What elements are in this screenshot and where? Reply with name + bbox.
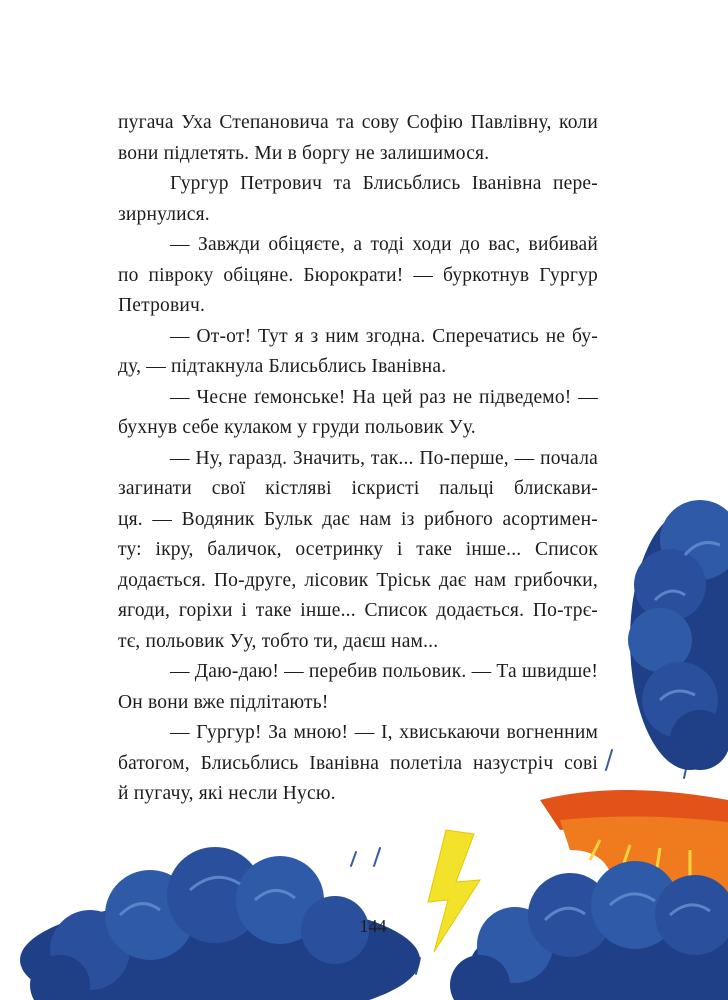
text-line: Гургур Петрович та Блисьблись Іванівна пере-	[170, 173, 598, 194]
text-line: Он вони вже підлітають!	[118, 691, 329, 713]
text-line: Петрович.	[118, 295, 206, 316]
text-line: додається. По-друге, лісовик Тріськ дає нам грибочки,	[118, 569, 598, 591]
text-line: тє, польовик Уу, тобто ти, даєш нам...	[118, 630, 439, 652]
lightning-bolt-icon	[428, 830, 480, 952]
text-line: пугача Уха Степановича та сову Софію Павлівну, коли	[118, 112, 598, 133]
text-line: ту: ікру, баличок, осетринку і таке інше... Список	[118, 539, 598, 560]
text-line: вони підлетять. Ми в боргу не залишимося.	[118, 142, 490, 164]
text-line: — Гургур! За мною! — І, хвиськаючи вогненним	[170, 722, 598, 743]
body-text	[118, 108, 598, 810]
page-number: 144	[359, 916, 387, 936]
text-line: — От-от! Тут я з ним згодна. Сперечатись не бу-	[170, 325, 598, 347]
text-line: ягоди, горіхи і таке інше... Список додається. По-трє-	[118, 600, 598, 621]
text-line: — Даю-даю! — перебив польовик. — Та швидше!	[170, 661, 599, 682]
text-line: ця. — Водяник Бульк дає нам із рибного асортимен-	[118, 508, 598, 530]
text-line: — Чесне ґемонське! На цей раз не підведемо! —	[170, 386, 598, 408]
text-line: зирнулися.	[118, 203, 210, 225]
cloud-bottom-right	[450, 861, 728, 1000]
text-line: — Завжди обіцяєте, а тоді ходи до вас, вибивай	[170, 234, 598, 255]
text-line: ду, — підтакнула Блисьблись Іванівна.	[118, 356, 447, 377]
text-line: по півроку обіцяне. Бюрократи! — буркотнув Гургур	[118, 264, 598, 286]
cloud-right	[628, 500, 728, 770]
text-line: — Ну, гаразд. Значить, так... По-перше, — почала	[170, 447, 598, 469]
text-line: загинати свої кістляві іскристі пальці блискави-	[118, 478, 598, 499]
text-line: батогом, Блисьблись Іванівна полетіла назустріч сові	[118, 752, 598, 774]
text-line: бухнув себе кулаком у груди польовик Уу.	[118, 417, 476, 438]
text-line: й пугачу, які несли Нусю.	[118, 783, 336, 804]
